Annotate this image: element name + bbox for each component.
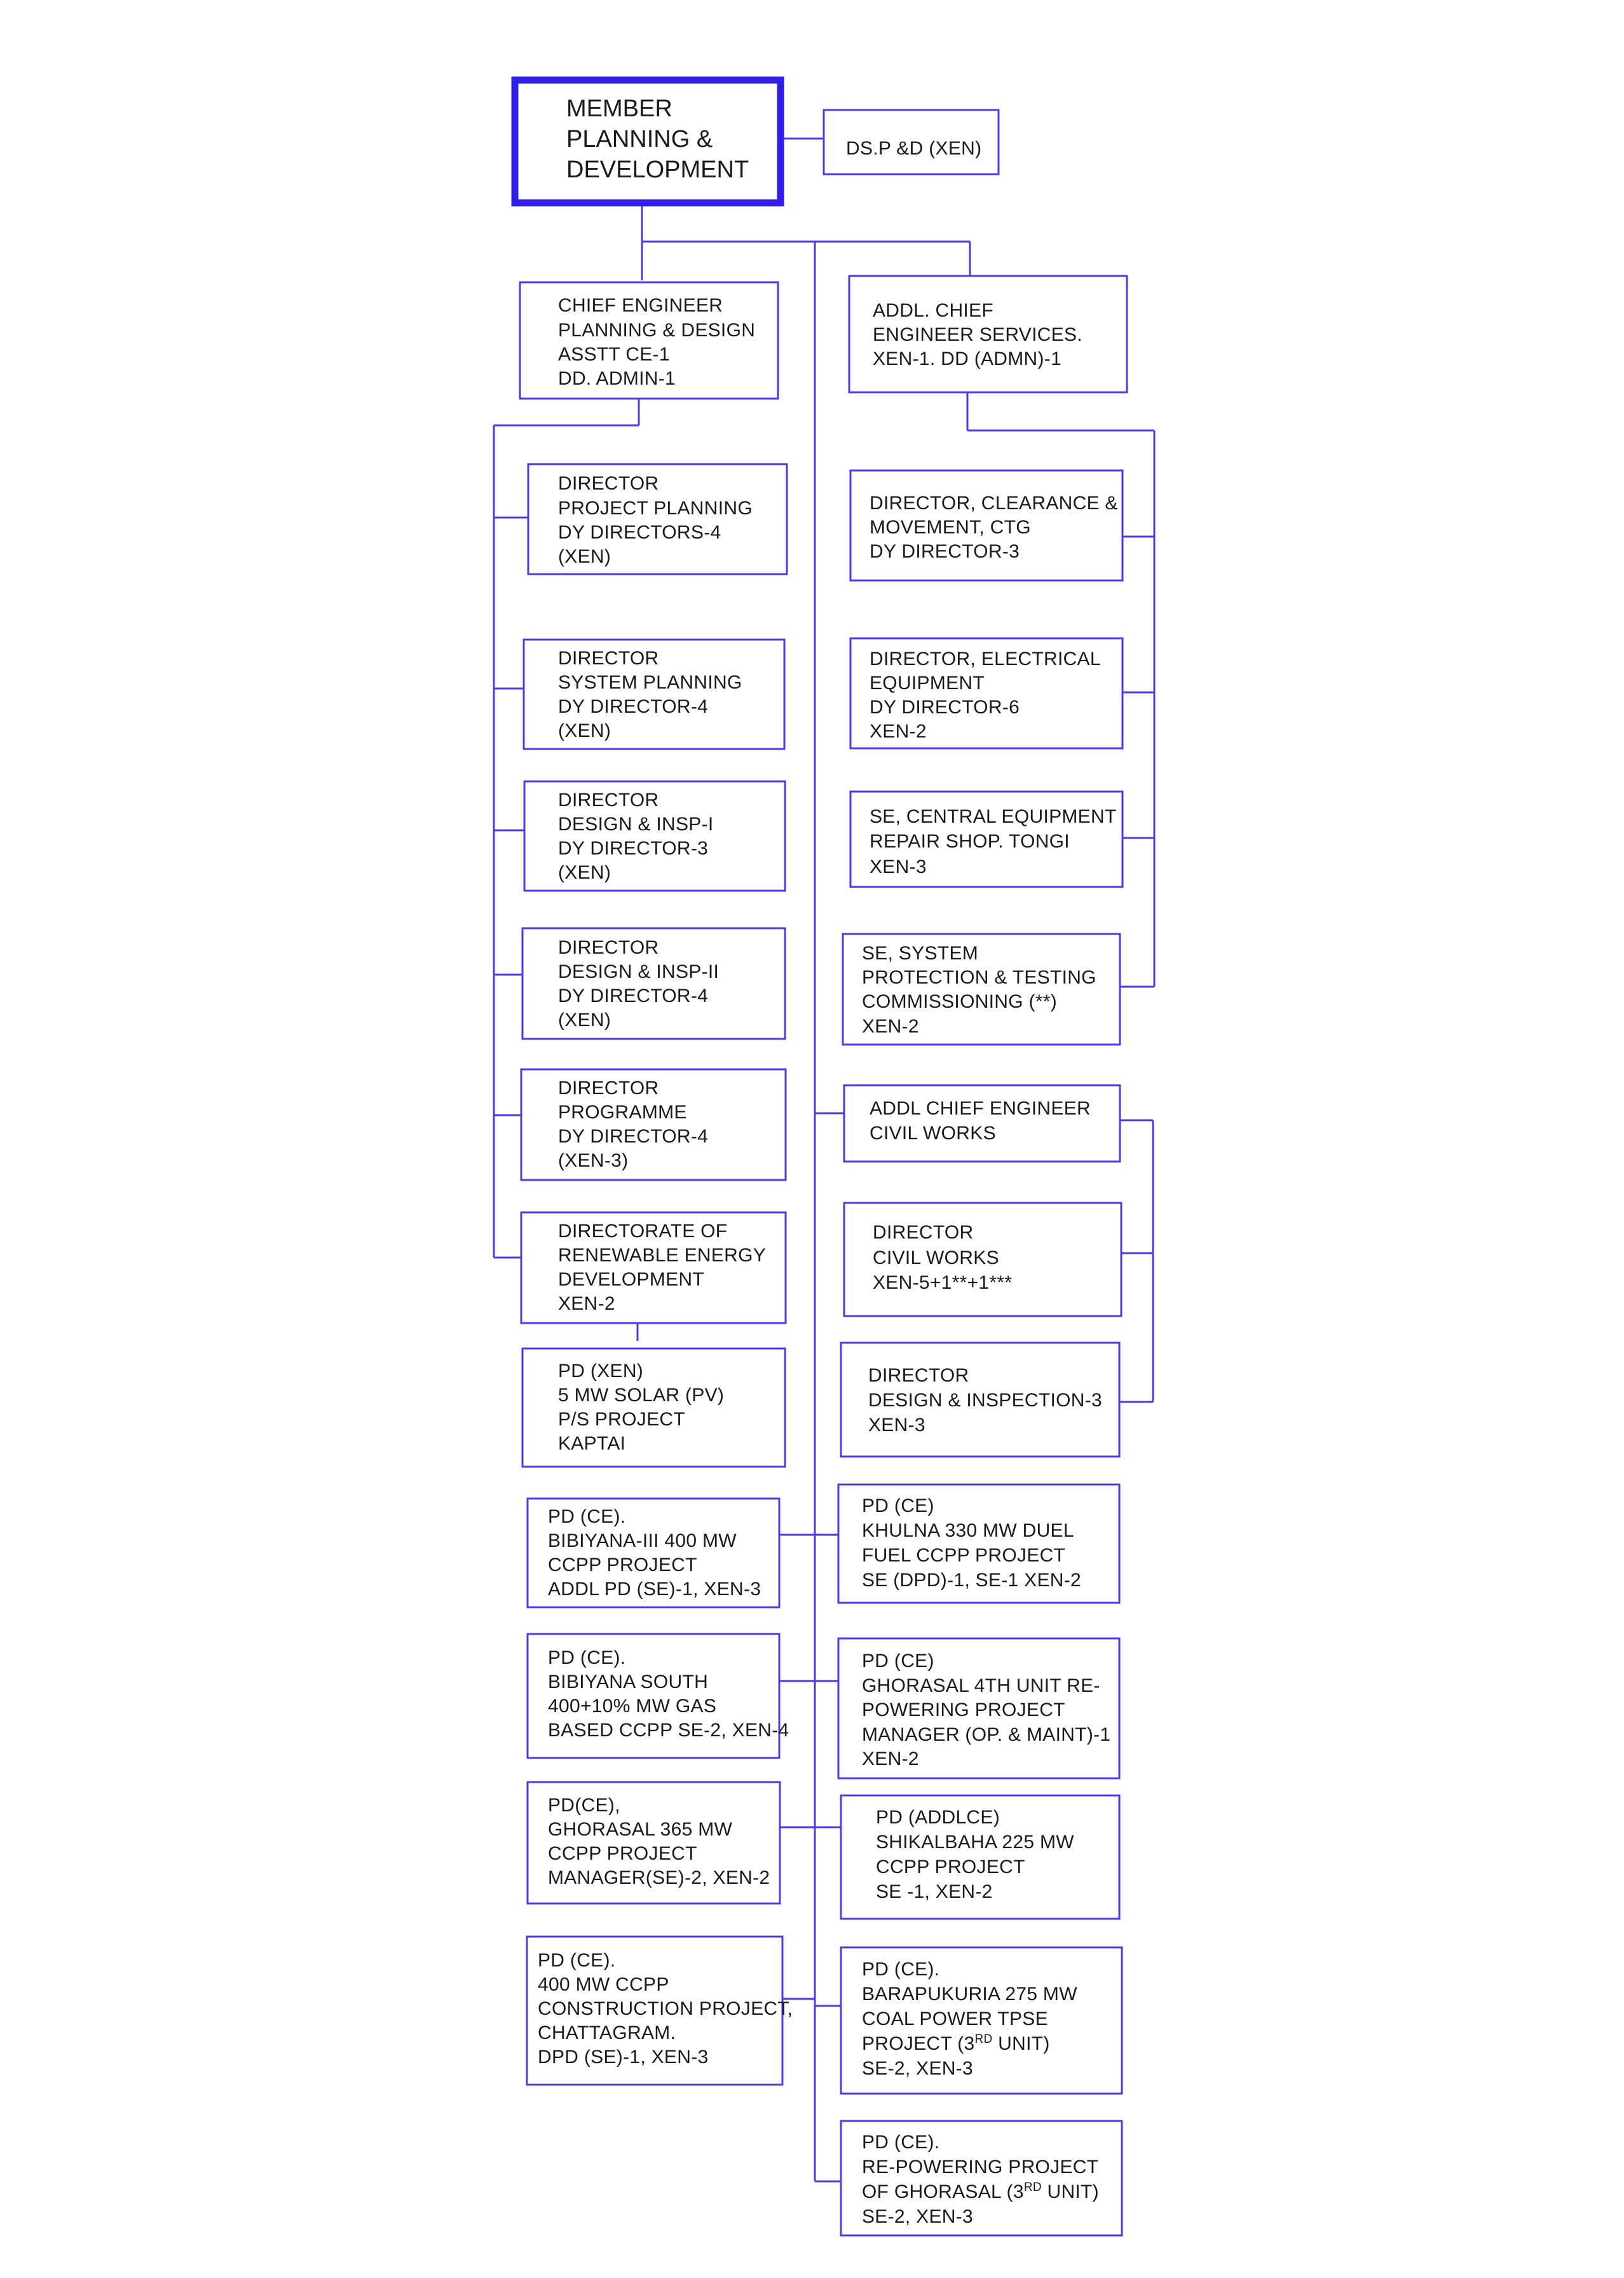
addl-chief-engineer-services-box — [849, 276, 1127, 392]
director-label: DIRECTORATE OF RENEWABLE ENERGY DEVELOPMENT XEN-2 — [558, 1221, 766, 1314]
project-label: PD(CE), GHORASAL 365 MW CCPP PROJECT MANAGER(SE)-2, XEN-2 — [548, 1795, 770, 1888]
director-system-planning-box — [524, 640, 784, 749]
addl-chief-engineer-civil-box — [844, 1085, 1120, 1162]
pd-repowering-ghorasal-3rd-box — [841, 2121, 1122, 2235]
se-label: SE, CENTRAL EQUIPMENT REPAIR SHOP. TONGI XEN-3 — [870, 806, 1117, 877]
director-design-insp-2-box — [522, 928, 785, 1039]
director-label: DIRECTOR SYSTEM PLANNING DY DIRECTOR-4 (XEN) — [558, 648, 742, 741]
director-programme-box — [521, 1069, 786, 1180]
project-label: PD (CE) KHULNA 330 MW DUEL FUEL CCPP PROJECT SE (DPD)-1, SE-1 XEN-2 — [862, 1495, 1082, 1591]
pd-solar-kaptai-box — [522, 1348, 785, 1467]
director-project-planning-box — [528, 464, 787, 574]
director-label: DIRECTOR CIVIL WORKS XEN-5+1**+1*** — [873, 1222, 1013, 1293]
pd-ghorasal-4th-unit-box — [838, 1638, 1119, 1778]
pd-barapukuria-275-box — [841, 1947, 1122, 2094]
director-label: DIRECTOR, ELECTRICAL EQUIPMENT DY DIRECTOR-6 XEN-2 — [870, 648, 1100, 742]
directorate-renewable-energy-box — [521, 1212, 786, 1323]
services-label: ADDL. CHIEF ENGINEER SERVICES. XEN-1. DD (ADMN)-1 — [873, 300, 1082, 369]
pd-bibiyana-3-box — [528, 1499, 779, 1607]
director-label: DIRECTOR DESIGN & INSP-II DY DIRECTOR-4 (XEN) — [558, 937, 720, 1031]
dspd-label: DS.P &D (XEN) — [846, 138, 982, 159]
project-label: PD (CE). BIBIYANA SOUTH 400+10% MW GAS BASED CCPP SE-2, XEN-4 — [548, 1647, 789, 1741]
project-label: PD (CE). BIBIYANA-III 400 MW CCPP PROJECT ADDL PD (SE)-1, XEN-3 — [548, 1506, 761, 1600]
se-central-equipment-repair-box — [850, 792, 1122, 887]
pd-bibiyana-south-box — [528, 1634, 789, 1758]
member-planning-development-box — [515, 80, 781, 203]
superscript: RD — [974, 2033, 993, 2046]
director-design-insp-1-box — [524, 781, 785, 891]
pd-shikalbaha-225-box — [841, 1795, 1119, 1919]
director-label: DIRECTOR DESIGN & INSPECTION-3 XEN-3 — [868, 1365, 1103, 1436]
director-label: DIRECTOR DESIGN & INSP-I DY DIRECTOR-3 (XEN) — [558, 790, 714, 883]
director-label: DIRECTOR PROJECT PLANNING DY DIRECTORS-4 (XEN) — [558, 473, 753, 567]
se-label: SE, SYSTEM PROTECTION & TESTING COMMISSIONING (**) XEN-2 — [862, 943, 1096, 1037]
director-civil-works-box — [844, 1203, 1121, 1316]
dspd-xen-box — [824, 110, 999, 174]
director-design-inspection-3-box — [841, 1343, 1119, 1457]
project-label: PD (CE). RE-POWERING PROJECT OF GHORASAL (3RD UNIT) SE-2, XEN-3 — [862, 2132, 1099, 2227]
project-label: PD (XEN) 5 MW SOLAR (PV) P/S PROJECT KAPTAI — [558, 1361, 725, 1454]
director-label: DIRECTOR, CLEARANCE & MOVEMENT, CTG DY DIRECTOR-3 — [870, 493, 1118, 562]
pd-khulna-330-box — [838, 1485, 1119, 1603]
superscript: RD — [1023, 2181, 1042, 2194]
pd-ghorasal-365-box — [528, 1782, 780, 1904]
director-clearance-movement-box — [850, 470, 1123, 580]
nodes — [515, 80, 1127, 2235]
chief-engineer-planning-design-box — [520, 282, 778, 399]
director-label: DIRECTOR PROGRAMME DY DIRECTOR-4 (XEN-3) — [558, 1078, 709, 1171]
project-label: PD (CE) GHORASAL 4TH UNIT RE- POWERING PROJECT MANAGER (OP. & MAINT)-1 XEN-2 — [862, 1650, 1111, 1769]
project-label: PD (CE). 400 MW CCPP CONSTRUCTION PROJECT, CHATTAGRAM. DPD (SE)-1, XEN-3 — [538, 1950, 793, 2068]
pd-400mw-chattagram-box — [527, 1937, 798, 2085]
civil-label: ADDL CHIEF ENGINEER CIVIL WORKS — [870, 1098, 1091, 1144]
head-label: MEMBER PLANNING & DEVELOPMENT — [566, 95, 749, 183]
director-electrical-equipment-box — [850, 638, 1122, 748]
project-label: PD (CE). BARAPUKURIA 275 MW COAL POWER TPSE PROJECT (3RD UNIT) SE-2, XEN-3 — [862, 1959, 1077, 2079]
se-system-protection-testing-box — [843, 934, 1120, 1045]
project-label: PD (ADDLCE) SHIKALBAHA 225 MW CCPP PROJECT SE -1, XEN-2 — [876, 1807, 1074, 1902]
chief-engineer-label: CHIEF ENGINEER PLANNING & DESIGN ASSTT CE-1 DD. ADMIN-1 — [558, 295, 756, 389]
